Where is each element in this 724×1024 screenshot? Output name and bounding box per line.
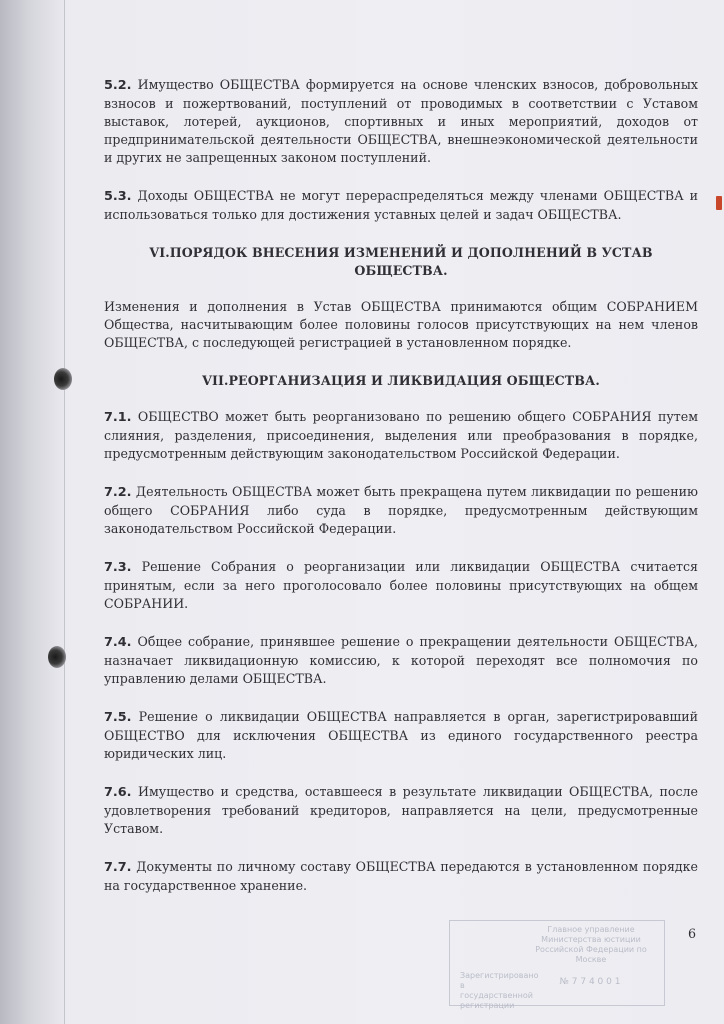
clause-text: Общее собрание, принявшее решение о прекращении деятельности ОБЩЕСТВА, назначает ликвидационную комиссию, к которой переходят все полномочия по управлению делами ОБЩЕСТВА. bbox=[104, 634, 698, 686]
paragraph-7-6 bbox=[104, 783, 698, 838]
punch-hole bbox=[48, 646, 66, 668]
clause-number: 7.2. bbox=[104, 485, 132, 500]
paragraph-7-1 bbox=[104, 408, 698, 463]
document-body bbox=[104, 76, 698, 895]
clause-text: Деятельность ОБЩЕСТВА может быть прекращена путем ликвидации по решению общего СОБРАНИЯ либо суда в порядке, предусмотренным действующим законодательством Российской Федерации. bbox=[104, 484, 698, 536]
clause-text: Документы по личному составу ОБЩЕСТВА передаются в установленном порядке на государственное хранение. bbox=[104, 859, 698, 893]
clause-text: Решение о ликвидации ОБЩЕСТВА направляется в орган, зарегистрировавший ОБЩЕСТВО для исключения ОБЩЕСТВА из единого государственного реестра юридических лиц. bbox=[104, 709, 698, 761]
stamp-registration-text: Зарегистрировано в государственной регистрации bbox=[460, 971, 539, 1010]
clause-number: 7.6. bbox=[104, 785, 132, 800]
stamp-number: № 7 7 4 0 0 1 bbox=[559, 977, 621, 987]
page-number: 6 bbox=[688, 926, 697, 941]
clause-number: 7.7. bbox=[104, 860, 132, 875]
clause-number: 5.2. bbox=[104, 78, 132, 93]
clause-number: 7.4. bbox=[104, 635, 132, 650]
paragraph-5-3 bbox=[104, 187, 698, 224]
clause-number: 5.3. bbox=[104, 189, 132, 204]
clause-number: 7.5. bbox=[104, 710, 132, 725]
paragraph-7-3 bbox=[104, 558, 698, 613]
stamp-title: Главное управление Министерства юстиции Российской Федерации по Москве bbox=[535, 925, 647, 964]
paragraph-7-4 bbox=[104, 633, 698, 688]
page-fold-shadow bbox=[0, 0, 66, 1024]
clause-number: 7.3. bbox=[104, 560, 132, 575]
clause-text: Доходы ОБЩЕСТВА не могут перераспределяться между членами ОБЩЕСТВА и использоваться только для достижения уставных целей и задач ОБЩЕСТВА. bbox=[104, 188, 698, 222]
registration-stamp bbox=[449, 920, 665, 1010]
page-edge-line bbox=[64, 0, 65, 1024]
clause-text: ОБЩЕСТВО может быть реорганизовано по решению общего СОБРАНИЯ путем слияния, разделения, присоединения, выделения или преобразования в порядке, предусмотренным действующим законодательством Российской Федерации. bbox=[104, 409, 698, 461]
paragraph-5-2 bbox=[104, 76, 698, 167]
clause-text: Имущество и средства, оставшееся в результате ликвидации ОБЩЕСТВА, после удовлетворения требований кредиторов, направляется на цели, предусмотренные Уставом. bbox=[104, 784, 698, 836]
edge-mark bbox=[716, 196, 722, 210]
section-heading-6: VI.ПОРЯДОК ВНЕСЕНИЯ ИЗМЕНЕНИЙ И ДОПОЛНЕНИЙ В УСТАВ ОБЩЕСТВА. bbox=[149, 245, 653, 278]
punch-hole bbox=[54, 368, 72, 390]
clause-text: Решение Собрания о реорганизации или ликвидации ОБЩЕСТВА считается принятым, если за него проголосовало более половины присутствующих на общем СОБРАНИИ. bbox=[104, 559, 698, 611]
paragraph-7-7 bbox=[104, 858, 698, 895]
clause-number: 7.1. bbox=[104, 410, 132, 425]
section-heading-7: VII.РЕОРГАНИЗАЦИЯ И ЛИКВИДАЦИЯ ОБЩЕСТВА. bbox=[202, 373, 600, 388]
paragraph-7-2 bbox=[104, 483, 698, 538]
paragraph-6: Изменения и дополнения в Устав ОБЩЕСТВА принимаются общим СОБРАНИЕМ Общества, насчитывающим более половины голосов присутствующих на нем членов ОБЩЕСТВА, с последующей регистрацией в установленном порядке. bbox=[104, 299, 698, 350]
paragraph-7-5 bbox=[104, 708, 698, 763]
clause-text: Имущество ОБЩЕСТВА формируется на основе членских взносов, добровольных взносов и пожертвований, поступлений от проводимых в соответствии с Уставом выставок, лотерей, аукционов, спортивных и иных мероприятий, доходов от предпринимательской деятельности ОБЩЕСТВА, внешнеэкономической деятельности и других не запрещенных законом поступлений. bbox=[104, 77, 698, 165]
